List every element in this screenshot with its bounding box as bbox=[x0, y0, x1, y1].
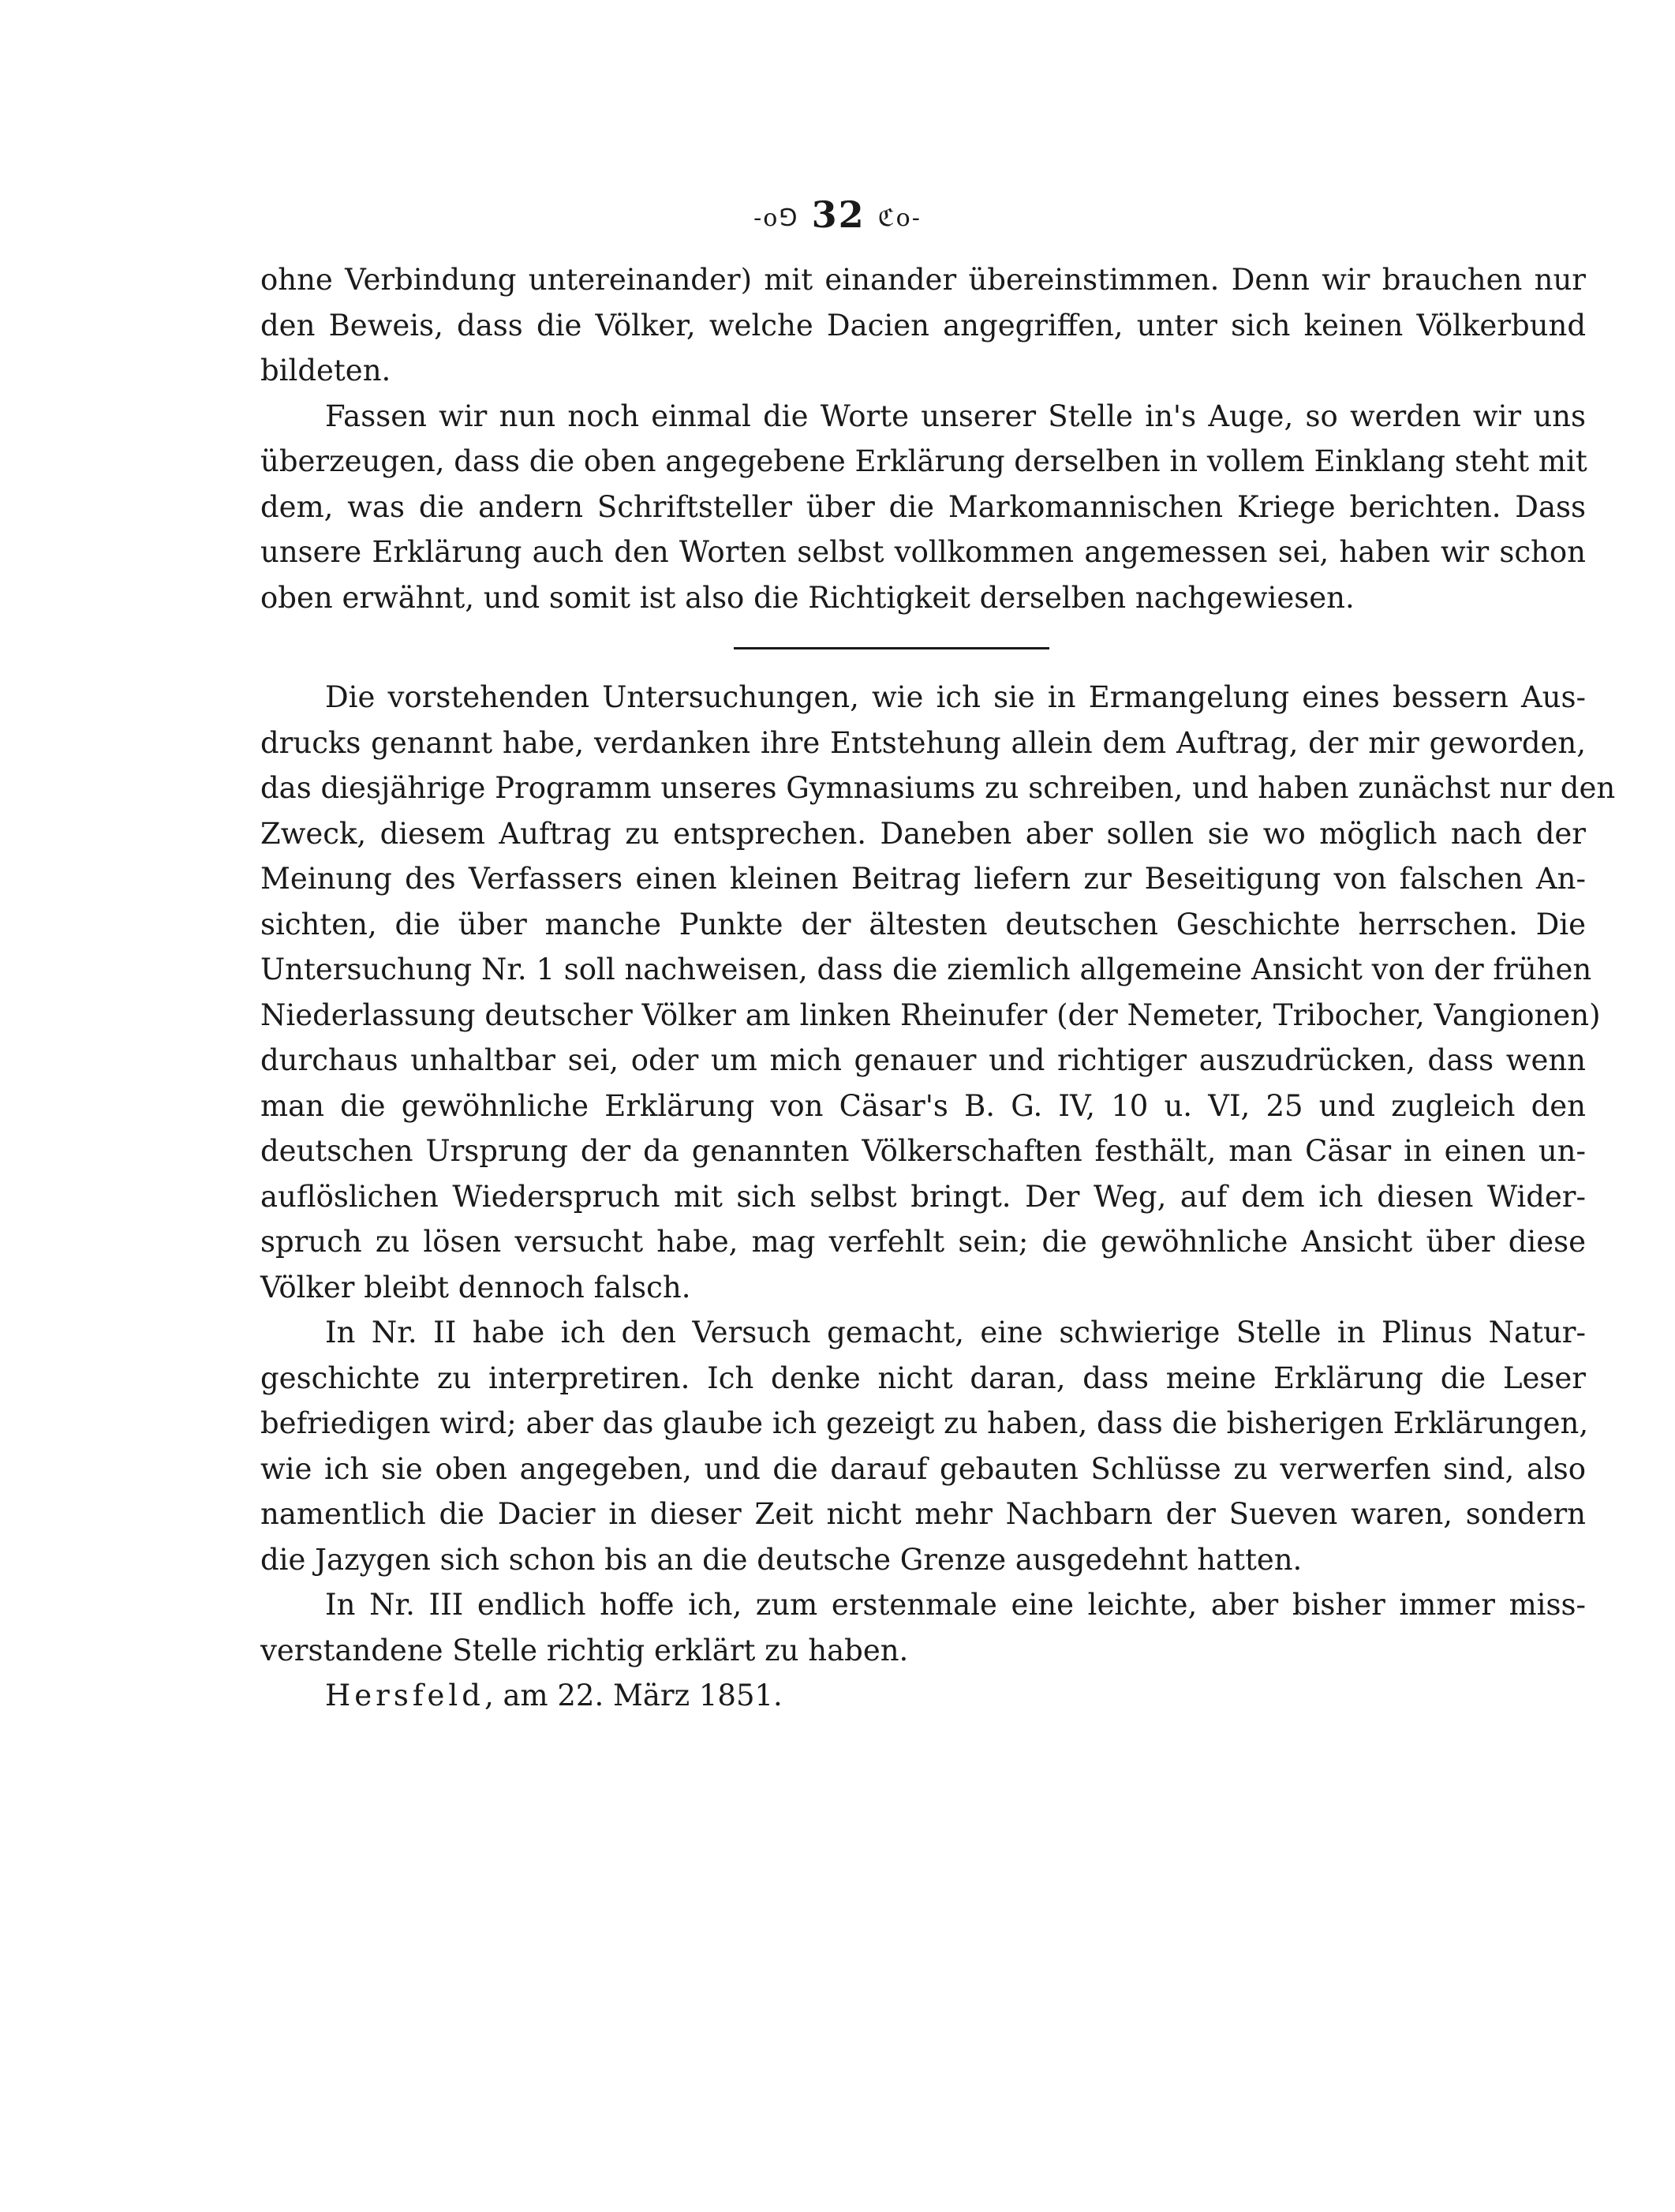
text-line: das diesjährige Programm unseres Gymnasiums zu schreiben, und haben zunächst nur den bbox=[260, 771, 1616, 805]
text-line: sichten, die über manche Punkte der ältesten deutschen Geschichte herrschen. Die bbox=[260, 907, 1586, 941]
text-line: überzeugen, dass die oben angegebene Erklärung derselben in vollem Einklang steht mit bbox=[260, 444, 1587, 478]
text-line: deutschen Ursprung der da genannten Völkerschaften festhält, man Cäsar in einen un- bbox=[260, 1134, 1586, 1168]
paragraph bbox=[260, 257, 1586, 394]
text-line: Niederlassung deutscher Völker am linken Rheinufer (der Nemeter, Tribocher, Vangionen) bbox=[260, 997, 1601, 1032]
text-line: die Jazygen sich schon bis an die deutsche Grenze ausgedehnt hatten. bbox=[260, 1542, 1303, 1577]
text-line: namentlich die Dacier in dieser Zeit nicht mehr Nachbarn der Sueven waren, sondern bbox=[260, 1497, 1586, 1531]
section-divider bbox=[734, 647, 1049, 649]
text-line: bildeten. bbox=[260, 354, 391, 387]
text-line: Zweck, diesem Auftrag zu entsprechen. Daneben aber sollen sie wo möglich nach der bbox=[260, 816, 1586, 851]
text-line: In Nr. II habe ich den Versuch gemacht, eine schwierige Stelle in Plinus Natur- bbox=[325, 1316, 1586, 1349]
paragraph bbox=[260, 1582, 1586, 1673]
text-line: durchaus unhaltbar sei, oder um mich genauer und richtiger auszudrücken, dass wenn bbox=[260, 1043, 1586, 1077]
page-header bbox=[0, 193, 1675, 236]
text-line: befriedigen wird; aber das glaube ich gezeigt zu haben, dass die bisherigen Erklärungen, bbox=[260, 1406, 1589, 1440]
text-line: unsere Erklärung auch den Worten selbst vollkommen angemessen sei, haben wir schon bbox=[260, 535, 1586, 569]
text-line: Die vorstehenden Untersuchungen, wie ich sie in Ermangelung eines bessern Aus- bbox=[325, 680, 1586, 714]
page-number: 32 bbox=[811, 193, 866, 236]
text-line: dem, was die andern Schriftsteller über die Markomannischen Kriege berichten. Dass bbox=[260, 489, 1586, 524]
text-line: Untersuchung Nr. 1 soll nachweisen, dass die ziemlich allgemeine Ansicht von der frühen bbox=[260, 953, 1592, 986]
text-line: verstandene Stelle richtig erklärt zu haben. bbox=[260, 1633, 909, 1667]
text-line: spruch zu lösen versucht habe, mag verfehlt sein; die gewöhnliche Ansicht über diese bbox=[260, 1225, 1586, 1259]
text-line: auflöslichen Wiederspruch mit sich selbst bringt. Der Weg, auf dem ich diesen Wider- bbox=[260, 1179, 1586, 1214]
paragraph bbox=[260, 1310, 1589, 1582]
closing-line bbox=[260, 1673, 1586, 1719]
closing-date: , am 22. März 1851. bbox=[484, 1679, 783, 1712]
place-name: Hersfeld bbox=[325, 1679, 484, 1712]
text-line: den Beweis, dass die Völker, welche Dacien angegriffen, unter sich keinen Völkerbund bbox=[260, 308, 1586, 342]
left-ornament: -o⅁ bbox=[753, 204, 799, 232]
right-ornament: ℭo- bbox=[877, 204, 922, 232]
paragraph bbox=[260, 394, 1586, 621]
text-line: drucks genannt habe, verdanken ihre Entstehung allein dem Auftrag, der mir geworden, bbox=[260, 725, 1586, 760]
text-line: man die gewöhnliche Erklärung von Cäsar's B. G. IV, 10 u. VI, 25 und zugleich den bbox=[260, 1088, 1586, 1123]
text-line: wie ich sie oben angegeben, und die darauf gebauten Schlüsse zu verwerfen sind, also bbox=[260, 1451, 1586, 1486]
text-line: oben erwähnt, und somit ist also die Richtigkeit derselben nachgewiesen. bbox=[260, 580, 1355, 615]
text-line: In Nr. III endlich hoffe ich, zum erstenmale eine leichte, aber bisher immer miss- bbox=[325, 1588, 1586, 1622]
text-line: geschichte zu interpretiren. Ich denke nicht daran, dass meine Erklärung die Leser bbox=[260, 1361, 1586, 1395]
text-line: ohne Verbindung untereinander) mit einander übereinstimmen. Denn wir brauchen nur bbox=[260, 263, 1586, 297]
page-body bbox=[260, 257, 1616, 1719]
text-line: Meinung des Verfassers einen kleinen Beitrag liefern zur Beseitigung von falschen An- bbox=[260, 862, 1586, 896]
paragraph bbox=[260, 675, 1616, 1310]
text-line: Völker bleibt dennoch falsch. bbox=[260, 1270, 691, 1304]
text-line: Fassen wir nun noch einmal die Worte unserer Stelle in's Auge, so werden wir uns bbox=[325, 399, 1586, 433]
